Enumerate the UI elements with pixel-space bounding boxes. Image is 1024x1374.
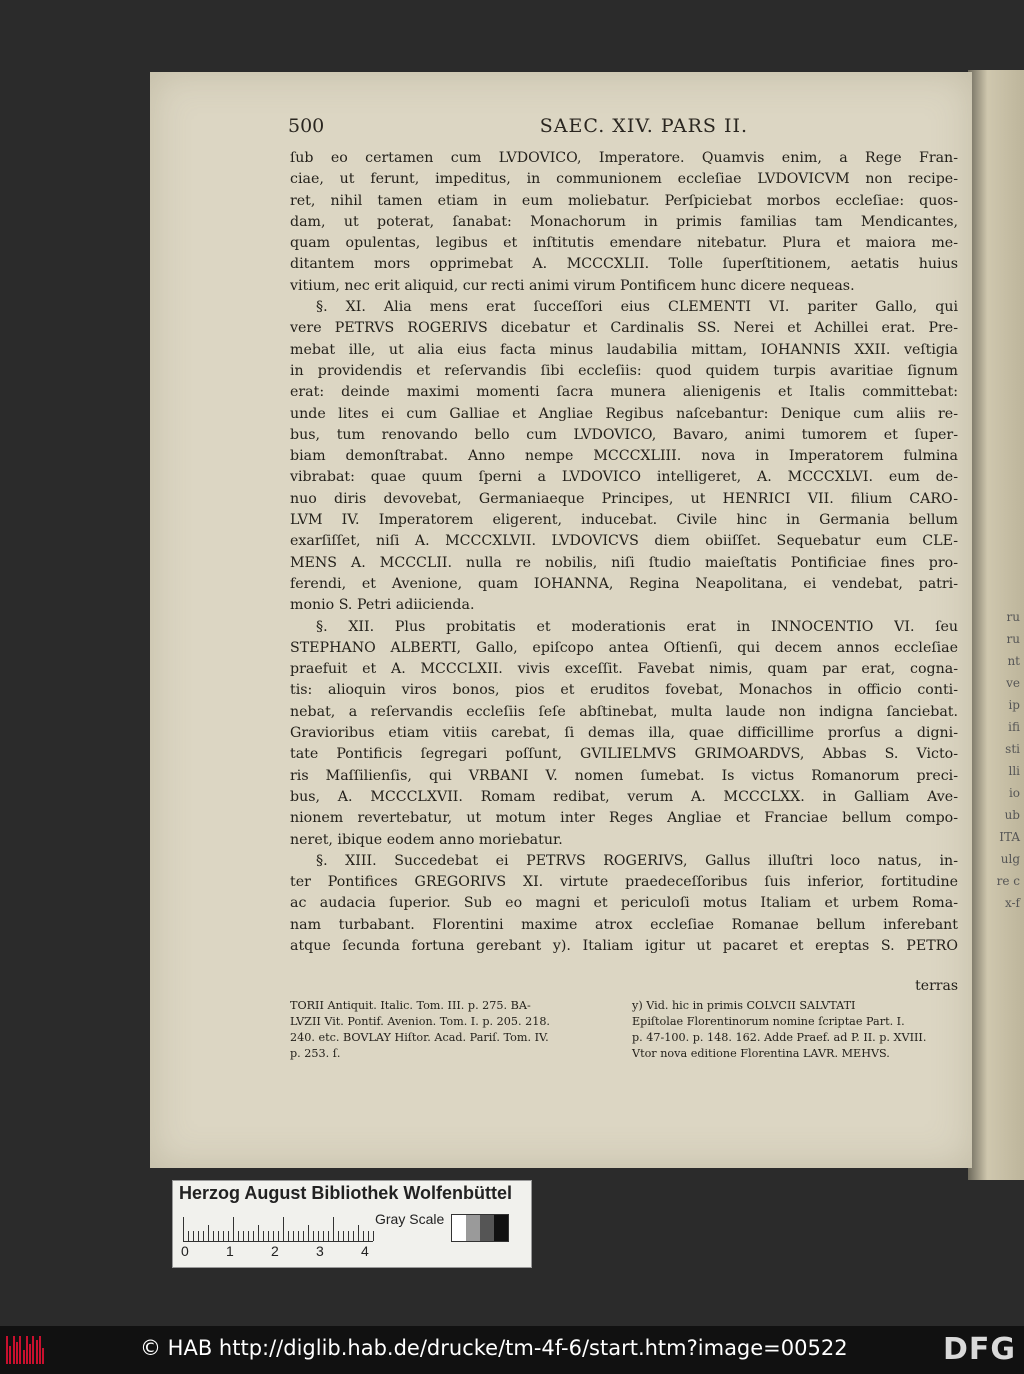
edge-text-fragment: ulg (1000, 852, 1020, 866)
footnote-right-column (632, 998, 958, 1062)
ruler-tick (358, 1225, 359, 1241)
text-line: §. XI. Alia mens erat ſucceſſori eius CLEMENTI VI. pariter Gallo, qui (316, 299, 958, 316)
edge-text-fragment: ub (1004, 808, 1020, 822)
ruler-tick (248, 1231, 249, 1241)
text-line: ſub eo certamen cum LVDOVICO, Imperatore. Quamvis enim, a Rege Fran- (290, 150, 958, 166)
text-line: quam opulentas, legibus et inſtitutis emendare nitebatur. Plura et maiora me- (290, 235, 958, 252)
edge-text-fragment: sti (1005, 742, 1020, 756)
gray-patch (466, 1215, 480, 1241)
logo-bar (19, 1336, 21, 1364)
logo-bar (23, 1350, 25, 1364)
ruler-tick (253, 1231, 254, 1241)
page-number: 500 (288, 115, 325, 137)
adjacent-page-edge (968, 70, 1024, 1180)
ruler-tick (368, 1231, 369, 1241)
text-line: §. XII. Plus probitatis et moderationis erat in INNOCENTIO VI. ſeu (316, 618, 958, 635)
ruler-tick (278, 1231, 279, 1241)
ruler-tick (293, 1231, 294, 1241)
edge-text-fragment: lli (1008, 764, 1020, 778)
ruler-tick (258, 1225, 259, 1241)
ruler-tick (313, 1231, 314, 1241)
ruler-tick (328, 1231, 329, 1241)
ruler-tick (238, 1231, 239, 1241)
ruler-tick (338, 1231, 339, 1241)
ruler-label: 3 (316, 1243, 324, 1259)
logo-bar (36, 1340, 38, 1364)
color-checker-card (172, 1180, 532, 1268)
text-line: nionem revertebatur, ut motum inter Reges Angliae et Franciae bellum compo- (290, 810, 958, 827)
text-line: ac audacia ſuperior. Sub eo magni et periculoſi motus Italiam et urbem Roma- (290, 895, 958, 912)
edge-text-fragment: ve (1006, 676, 1020, 690)
edge-text-fragment: ru (1006, 610, 1020, 624)
text-line: mebat ille, ut alia eius facta minus laudabilia mittam, IOHANNIS XXII. veſtigia (290, 341, 958, 358)
library-title: Herzog August Bibliothek Wolfenbüttel (179, 1183, 512, 1203)
dfg-logo: DFG (942, 1332, 1016, 1367)
edge-text-fragment: ip (1008, 698, 1020, 712)
logo-bar (9, 1346, 11, 1364)
text-line: tate Pontificis ſegregari poſſunt, GVILIELMVS GRIMOARDVS, Abbas S. Victo- (290, 746, 958, 763)
edge-text-fragment: re c (996, 874, 1020, 888)
footnote-line: 240. etc. BOVLAY Hiſtor. Acad. Pariſ. Tom. IV. (290, 1031, 549, 1044)
ruler-label: 4 (361, 1243, 369, 1259)
logo-bar (13, 1336, 15, 1364)
gray-patch (480, 1215, 494, 1241)
logo-bar (39, 1336, 41, 1364)
text-line: ret, nihil tamen etiam in eum moliebatur. Perſpiciebat morbos eccleſiae: quos- (290, 192, 958, 209)
ruler-tick (303, 1231, 304, 1241)
text-line: ciae, ut ferunt, impeditus, in communionem eccleſiae LVDOVICVM non recipe- (290, 171, 958, 188)
ruler-tick (288, 1231, 289, 1241)
ruler-tick (243, 1231, 244, 1241)
footer-bar (0, 1326, 1024, 1374)
text-line: vitium, nec erit aliquid, cur recti animi virum Pontificem hunc dicere nequeas. (290, 277, 855, 294)
edge-text-fragment: io (1008, 786, 1020, 800)
ruler-tick (353, 1231, 354, 1241)
ruler-tick (188, 1231, 189, 1241)
ruler-tick (268, 1231, 269, 1241)
ruler-tick (183, 1217, 184, 1241)
text-line: bus, A. MCCCLXVII. Romam redibat, verum A. MCCCLXX. in Galliam Ave- (290, 788, 958, 805)
ruler-tick (323, 1231, 324, 1241)
text-line: ris Maſſilienſis, qui VRBANI V. nomen ſumebat. Is victus Romanorum preci- (290, 767, 958, 784)
text-line: bus, tum renovando bello cum LVDOVICO, Bavaro, animi tumorem et ſuper- (290, 426, 958, 443)
text-line: unde lites ei cum Galliae et Angliae Regibus naſcebantur: Denique cum aliis re- (290, 405, 958, 422)
ruler-tick (193, 1231, 194, 1241)
footnote-line: p. 253. ſ. (290, 1047, 341, 1060)
ruler-tick (228, 1231, 229, 1241)
ruler-tick (208, 1225, 209, 1241)
ruler-label: 1 (226, 1243, 234, 1259)
footnote-line: TORII Antiquit. Italic. Tom. III. p. 275. BA- (290, 999, 531, 1012)
ruler-tick (373, 1231, 374, 1241)
ruler-tick (318, 1231, 319, 1241)
book-page (150, 72, 972, 1168)
text-line: Gravioribus etiam vitiis carebat, ſi demas illa, quae difficillime prorſus a digni- (290, 725, 958, 742)
edge-text-fragment: x-f (1004, 896, 1020, 910)
hab-barcode-logo-icon (6, 1336, 46, 1364)
edge-text-fragment: ru (1006, 632, 1020, 646)
ruler-tick (308, 1225, 309, 1241)
text-line: nuo diris devovebat, Germaniaeque Principes, ut HENRICI VII. filium CARO- (290, 490, 958, 507)
ruler-label: 2 (271, 1243, 279, 1259)
footnote-line: Epiſtolae Florentinorum nomine ſcriptae Part. I. (632, 1015, 905, 1028)
logo-bar (42, 1348, 44, 1364)
text-line: ter Pontifices GREGORIVS XI. virtute praedeceſſoribus ſuis inferior, fortitudine (290, 874, 958, 891)
edge-text-fragment: nt (1007, 654, 1020, 668)
text-line: LVM IV. Imperatorem eligerent, inducebat. Civile hinc in Germania bellum (290, 512, 958, 529)
text-line: ferendi, et Avenione, quam IOHANNA, Regina Neapolitana, ei vendebat, patri- (290, 575, 958, 592)
text-line: praefuit et A. MCCCLXII. vivis exceſſit. Favebat nimis, quam par erat, cogna- (290, 661, 958, 678)
logo-bar (29, 1344, 31, 1364)
ruler-tick (283, 1217, 284, 1241)
body-text (290, 148, 958, 957)
text-line: dam, ut poterat, ſanabat: Monachorum in primis familias tam Mendicantes, (290, 213, 958, 230)
catchword: terras (915, 978, 958, 994)
logo-bar (32, 1336, 34, 1364)
ruler-tick (343, 1231, 344, 1241)
running-title: SAEC. XIV. PARS II. (539, 115, 748, 137)
text-line: monio S. Petri adiicienda. (290, 597, 475, 614)
running-head (288, 115, 748, 143)
ruler-tick (298, 1231, 299, 1241)
ruler-tick (263, 1231, 264, 1241)
ruler-tick (223, 1231, 224, 1241)
gray-patch (494, 1215, 508, 1241)
footnote-line: Vtor nova editione Florentina LAVR. MEHVS. (632, 1047, 890, 1060)
footnote-line: p. 47-100. p. 148. 162. Adde Praef. ad P. II. p. XVIII. (632, 1031, 927, 1044)
ruler-tick (348, 1231, 349, 1241)
text-line: vere PETRVS ROGERIVS dicebatur et Cardinalis SS. Nerei et Achillei erat. Pre- (290, 320, 958, 337)
text-line: STEPHANO ALBERTI, Gallo, epiſcopo antea Oſtienſi, qui decem annos eccleſiae (290, 639, 958, 656)
ruler-tick (198, 1231, 199, 1241)
edge-text-fragment: ifi (1008, 720, 1020, 734)
permalink[interactable]: © HAB http://diglib.hab.de/drucke/tm-4f-6/start.htm?image=00522 (140, 1336, 848, 1360)
text-line: nebat, a reſervandis eccleſiis ſeſe abſtinebat, multa laude non indigna ſanciebat. (290, 703, 958, 720)
ruler-tick (273, 1231, 274, 1241)
gray-scale-label: Gray Scale (375, 1211, 445, 1227)
gray-patch (452, 1215, 466, 1241)
ruler-tick (218, 1231, 219, 1241)
logo-bar (26, 1336, 28, 1364)
text-line: in providendis et reſervandis ſibi eccleſiis: quod quidem turpis avaritiae ſignum (290, 362, 958, 379)
logo-bar (16, 1342, 18, 1364)
footnote-line: y) Vid. hic in primis COLVCII SALVTATI (632, 999, 856, 1012)
ruler-scale (183, 1215, 373, 1242)
text-line: §. XIII. Succedebat ei PETRVS ROGERIVS, Gallus illuſtri loco natus, in- (316, 852, 958, 869)
footnote-line: LVZII Vit. Pontif. Avenion. Tom. I. p. 205. 218. (290, 1015, 550, 1028)
text-line: atque ſecunda fortuna gerebant y). Italiam igitur ut pacaret et ereptas S. PETRO (290, 937, 958, 954)
ruler-tick (233, 1217, 234, 1241)
text-line: nam turbabant. Florentini maxime atrox eccleſiae Romanae bellum inferebant (290, 916, 958, 933)
text-line: ditantem mors opprimebat A. MCCCXLII. Tolle ſuperſtitionem, aetatis huius (290, 256, 958, 273)
ruler-tick (213, 1231, 214, 1241)
gray-scale-patches (451, 1214, 509, 1242)
edge-text-fragment: ITA (999, 830, 1020, 844)
ruler-tick (333, 1217, 334, 1241)
logo-bar (6, 1336, 8, 1364)
ruler-tick (363, 1231, 364, 1241)
text-line: vibrabat: quae quum ſperni a LVDOVICO intelligeret, A. MCCCXLVI. eum de- (290, 469, 958, 486)
footnote-left-column (290, 998, 614, 1062)
text-line: biam demonſtrabat. Anno nempe MCCCXLIII. nova in Imperatorem fulmina (290, 448, 958, 465)
ruler-labels (181, 1243, 381, 1261)
text-line: exarſiſſet, niſi A. MCCCXLVII. LVDOVICVS diem obiiſſet. Sequebatur eum CLE- (290, 533, 958, 550)
text-line: erat: deinde maximi momenti ſacra munera alienigenis et Italis committebat: (290, 384, 958, 401)
text-line: tis: alioquin viros bonos, pios et eruditos fovebat, Monachos in officio conti- (290, 682, 958, 699)
ruler-tick (203, 1231, 204, 1241)
text-line: MENS A. MCCCLII. nulla re nobilis, niſi ſtudio maieſtatis Pontificiae fines pro- (290, 554, 958, 571)
text-line: neret, ibique eodem anno moriebatur. (290, 831, 563, 848)
ruler-label: 0 (181, 1243, 189, 1259)
